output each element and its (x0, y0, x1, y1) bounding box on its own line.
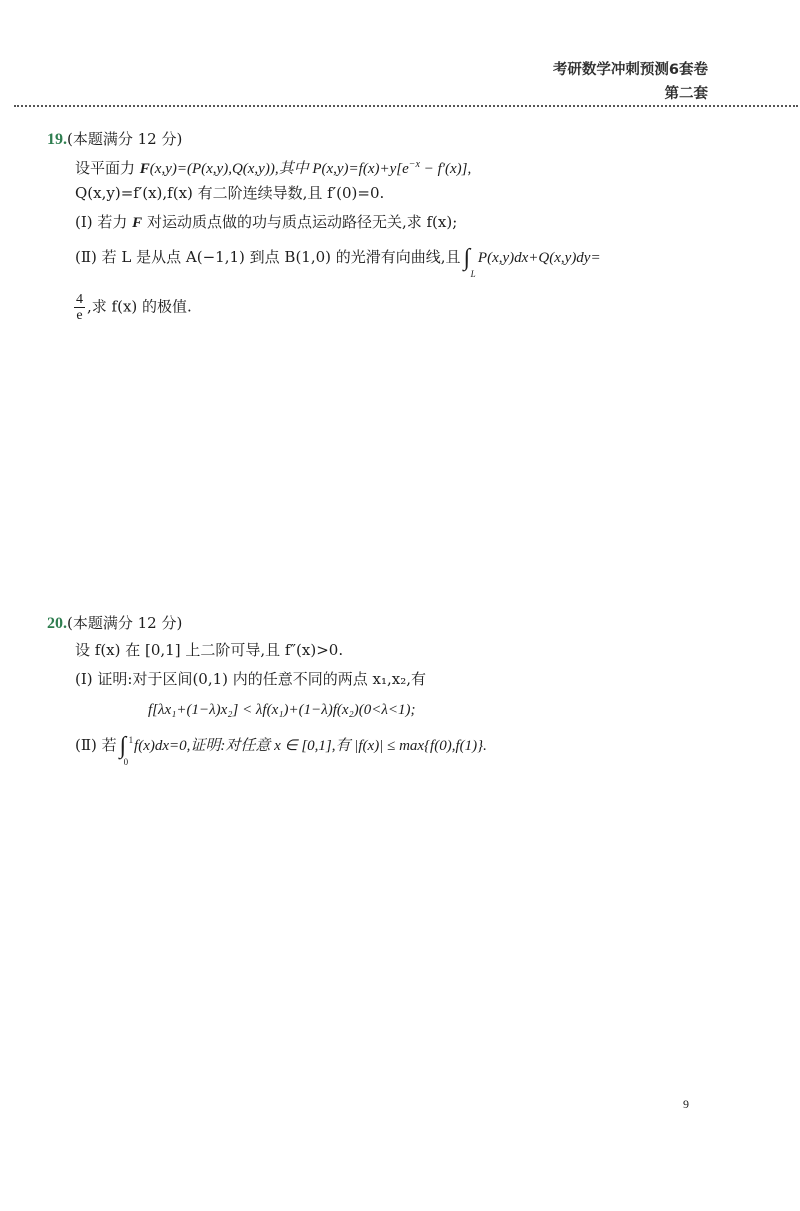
page-header (553, 58, 708, 106)
q20-part-2 (75, 733, 487, 767)
q19-part-1-rest: 对运动质点做的功与质点运动路径无关,求 f(x); (142, 213, 458, 231)
q19-part-2-end: ,求 f(x) 的极值. (87, 297, 192, 316)
question-19-number: 19. (47, 131, 67, 148)
integral-sign (463, 245, 476, 279)
header-divider (14, 105, 798, 107)
q19-line-1 (75, 155, 471, 179)
question-19-points: (本题满分 12 分) (67, 130, 183, 148)
q19-exponent: −x (408, 159, 420, 170)
q19-part-2-cont (74, 292, 192, 323)
question-20-points: (本题满分 12 分) (67, 614, 183, 632)
fraction-numerator: 4 (76, 292, 83, 307)
q19-part-1-force: F (132, 215, 143, 231)
header-subtitle: 第二套 (664, 86, 708, 102)
q19-part-1 (75, 212, 457, 233)
q19-formula: (x,y)=(P(x,y),Q(x,y)),其中 P(x,y)=f(x)+y[e (149, 161, 409, 177)
fraction-4-over-e (74, 292, 85, 323)
integral-symbol: ∫ (463, 245, 471, 271)
q20-part-2-text: (Ⅱ) 若 (75, 736, 117, 754)
q19-force-symbol: F (139, 161, 150, 177)
integral-symbol: ∫ (119, 733, 127, 759)
q20-line-1: 设 f(x) 在 [0,1] 上二阶可导,且 f″(x)>0. (75, 641, 344, 659)
q20-inequality-text: f[λx₁+(1−λ)x₂] < λf(x₁)+(1−λ)f(x₂)(0<λ<1); (148, 702, 416, 718)
question-20-heading (47, 612, 182, 633)
question-19-heading (47, 128, 182, 149)
integral-lower: 0 (123, 757, 129, 767)
definite-integral-sign (119, 733, 134, 767)
q19-line-integral: P(x,y)dx+Q(x,y)dy= (477, 250, 601, 266)
q19-formula-end: − f′(x)], (419, 161, 472, 177)
q20-part-2-rest: f(x)dx=0,证明:对任意 x ∈ [0,1],有 |f(x)| ≤ max{f(0),f(1)}. (134, 738, 487, 754)
question-20-number: 20. (47, 615, 67, 632)
header-title: 考研数学冲刺预测6套卷 (552, 62, 708, 78)
q19-part-1-text: (Ⅰ) 若力 (75, 213, 133, 231)
q20-part-1: (Ⅰ) 证明:对于区间(0,1) 内的任意不同的两点 x₁,x₂,有 (75, 670, 427, 688)
q19-part-2-text: (Ⅱ) 若 L 是从点 A(−1,1) 到点 B(1,0) 的光滑有向曲线,且 (75, 248, 461, 266)
fraction-denominator: e (76, 308, 83, 323)
integral-lower: L (470, 269, 476, 279)
q19-text: 设平面力 (75, 159, 140, 177)
integral-upper: 1 (128, 735, 134, 745)
q19-line-2: Q(x,y)=f′(x),f(x) 有二阶连续导数,且 f′(0)=0. (75, 184, 385, 202)
q19-part-2 (75, 245, 601, 279)
q20-inequality (148, 699, 415, 720)
page-number: 9 (683, 1097, 689, 1111)
